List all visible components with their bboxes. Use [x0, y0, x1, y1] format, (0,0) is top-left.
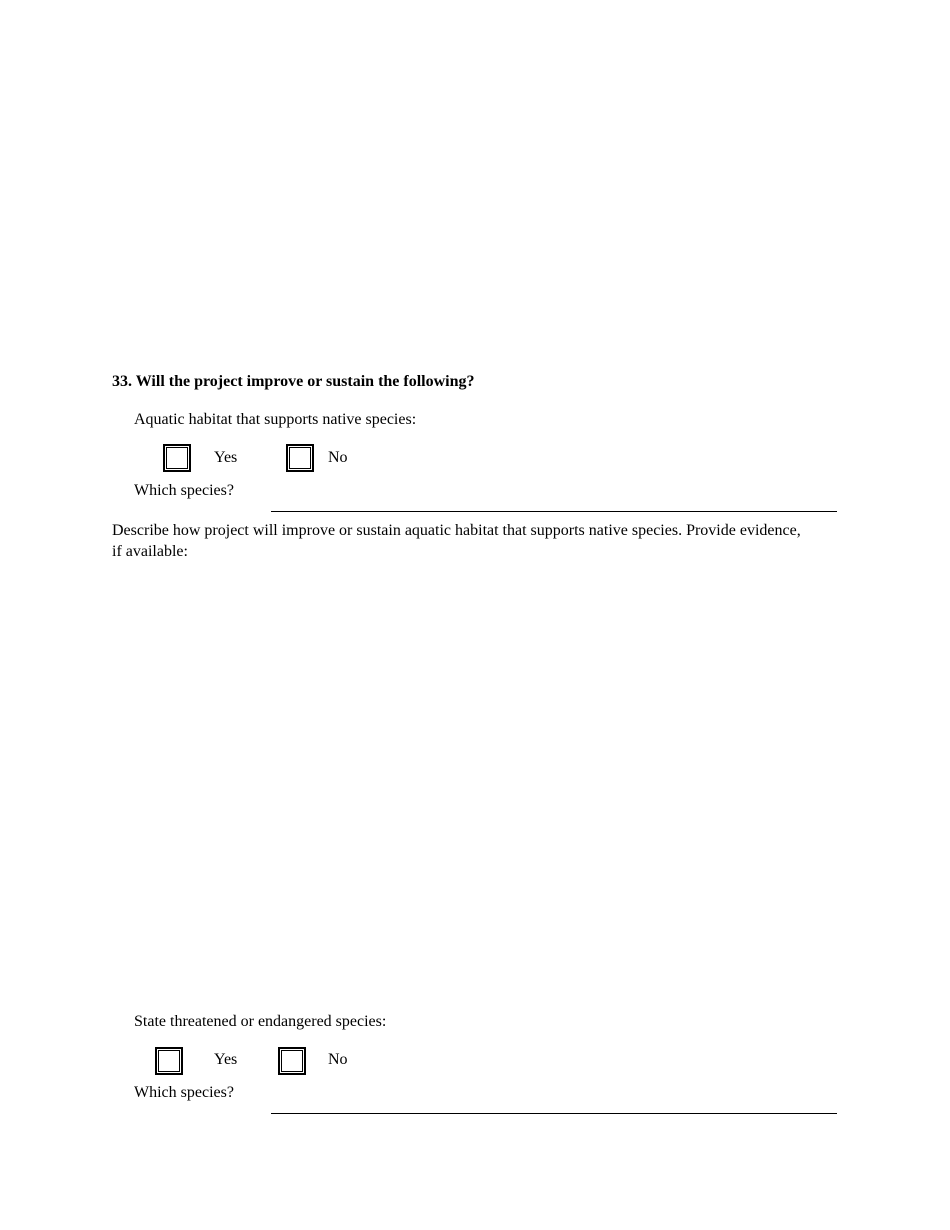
endangered-which-species-label: Which species? — [134, 1084, 234, 1101]
endangered-which-species-field[interactable] — [271, 1113, 837, 1114]
endangered-no-checkbox[interactable] — [278, 1047, 306, 1075]
checkbox-inner-border — [166, 447, 188, 469]
checkbox-inner-border — [289, 447, 311, 469]
aquatic-which-species-field[interactable] — [271, 511, 837, 512]
endangered-species-prompt: State threatened or endangered species: — [134, 1013, 387, 1030]
endangered-yes-checkbox[interactable] — [155, 1047, 183, 1075]
aquatic-which-species-label: Which species? — [134, 482, 234, 499]
endangered-no-label: No — [328, 1051, 348, 1068]
checkbox-inner-border — [281, 1050, 303, 1072]
endangered-yes-label: Yes — [214, 1051, 238, 1068]
aquatic-habitat-prompt: Aquatic habitat that supports native species: — [134, 411, 417, 428]
describe-instructions: Describe how project will improve or sustain aquatic habitat that supports native species. Provide evidence, if available: — [112, 522, 801, 560]
aquatic-no-checkbox[interactable] — [286, 444, 314, 472]
checkbox-inner-border — [158, 1050, 180, 1072]
aquatic-yes-checkbox[interactable] — [163, 444, 191, 472]
question-33-heading: 33. Will the project improve or sustain the following? — [112, 373, 475, 390]
aquatic-no-label: No — [328, 449, 348, 466]
aquatic-yes-label: Yes — [214, 449, 238, 466]
describe-answer-area[interactable] — [112, 566, 837, 996]
